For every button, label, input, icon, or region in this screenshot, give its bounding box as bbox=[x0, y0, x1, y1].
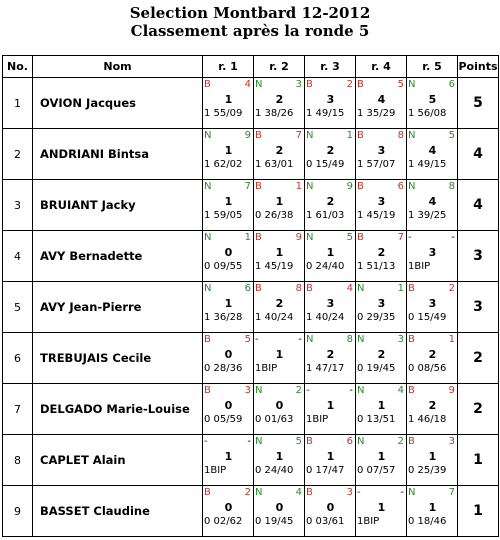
round-cell bbox=[254, 384, 305, 435]
header-r5: r. 5 bbox=[407, 56, 458, 78]
cumulative-score: 2 bbox=[377, 246, 386, 259]
opponent-number: 2 bbox=[448, 283, 455, 294]
round-cell bbox=[305, 333, 356, 384]
opponent-number: - bbox=[247, 436, 251, 447]
round-cell bbox=[254, 282, 305, 333]
color-indicator: B bbox=[204, 79, 211, 90]
color-indicator: - bbox=[306, 385, 310, 396]
round-cell bbox=[305, 435, 356, 486]
game-result: 1 55/09 bbox=[204, 108, 243, 119]
cumulative-score: 3 bbox=[428, 246, 437, 259]
game-result: 0 24/40 bbox=[255, 465, 294, 476]
color-indicator: N bbox=[357, 436, 365, 447]
color-indicator: B bbox=[204, 334, 211, 345]
opponent-number: 2 bbox=[244, 487, 251, 498]
cumulative-score: 1 bbox=[275, 246, 284, 259]
header-row bbox=[3, 56, 499, 78]
points-cell: 2 bbox=[458, 384, 499, 435]
cumulative-score: 0 bbox=[224, 246, 233, 259]
opponent-number: 8 bbox=[397, 130, 404, 141]
round-cell bbox=[305, 180, 356, 231]
round-cell bbox=[254, 78, 305, 129]
opponent-number: 2 bbox=[346, 79, 353, 90]
round-cell bbox=[203, 486, 254, 537]
cumulative-score: 4 bbox=[428, 144, 437, 157]
color-indicator: N bbox=[408, 487, 416, 498]
color-indicator: - bbox=[204, 436, 208, 447]
game-result: 1 62/02 bbox=[204, 159, 243, 170]
game-result: 0 02/62 bbox=[204, 516, 243, 527]
rank-cell: 7 bbox=[3, 384, 33, 435]
opponent-number: 9 bbox=[244, 130, 251, 141]
round-cell bbox=[203, 129, 254, 180]
opponent-number: 5 bbox=[448, 130, 455, 141]
table-row bbox=[3, 333, 499, 384]
game-result: 1 45/19 bbox=[255, 261, 294, 272]
game-result: 0 29/35 bbox=[357, 312, 396, 323]
opponent-number: 7 bbox=[397, 232, 404, 243]
game-result: 1BIP bbox=[357, 516, 380, 527]
cumulative-score: 0 bbox=[224, 348, 233, 361]
header-r3: r. 3 bbox=[305, 56, 356, 78]
opponent-number: 5 bbox=[295, 436, 302, 447]
points-cell: 1 bbox=[458, 435, 499, 486]
game-result: 1 45/19 bbox=[357, 210, 396, 221]
game-result: 1 38/26 bbox=[255, 108, 294, 119]
player-name: AVY Bernadette bbox=[33, 231, 203, 282]
color-indicator: N bbox=[408, 79, 416, 90]
points-cell: 3 bbox=[458, 282, 499, 333]
color-indicator: N bbox=[255, 436, 263, 447]
rank-cell: 6 bbox=[3, 333, 33, 384]
game-result: 1 61/03 bbox=[306, 210, 345, 221]
cumulative-score: 2 bbox=[377, 348, 386, 361]
opponent-number: 7 bbox=[295, 130, 302, 141]
points-cell: 4 bbox=[458, 180, 499, 231]
cumulative-score: 0 bbox=[224, 399, 233, 412]
table-row bbox=[3, 435, 499, 486]
cumulative-score: 2 bbox=[428, 348, 437, 361]
round-cell bbox=[203, 231, 254, 282]
color-indicator: B bbox=[408, 334, 415, 345]
opponent-number: 1 bbox=[346, 130, 353, 141]
cumulative-score: 4 bbox=[428, 195, 437, 208]
opponent-number: 7 bbox=[244, 181, 251, 192]
color-indicator: B bbox=[306, 283, 313, 294]
opponent-number: 4 bbox=[244, 79, 251, 90]
player-name: TREBUJAIS Cecile bbox=[33, 333, 203, 384]
rank-cell: 1 bbox=[3, 78, 33, 129]
round-cell bbox=[407, 282, 458, 333]
color-indicator: N bbox=[204, 181, 212, 192]
rank-cell: 9 bbox=[3, 486, 33, 537]
game-result: 1 40/24 bbox=[255, 312, 294, 323]
color-indicator: - bbox=[408, 232, 412, 243]
game-result: 1 49/15 bbox=[408, 159, 447, 170]
rank-cell: 5 bbox=[3, 282, 33, 333]
header-r1: r. 1 bbox=[203, 56, 254, 78]
cumulative-score: 1 bbox=[224, 450, 233, 463]
opponent-number: 3 bbox=[448, 436, 455, 447]
opponent-number: 6 bbox=[244, 283, 251, 294]
opponent-number: - bbox=[349, 385, 353, 396]
round-cell bbox=[203, 384, 254, 435]
game-result: 1 49/15 bbox=[306, 108, 345, 119]
game-result: 0 05/59 bbox=[204, 414, 243, 425]
round-cell bbox=[356, 486, 407, 537]
game-result: 1 46/18 bbox=[408, 414, 447, 425]
color-indicator: B bbox=[357, 130, 364, 141]
cumulative-score: 3 bbox=[377, 297, 386, 310]
opponent-number: 6 bbox=[346, 436, 353, 447]
table-row bbox=[3, 384, 499, 435]
table-row bbox=[3, 486, 499, 537]
cumulative-score: 1 bbox=[377, 399, 386, 412]
color-indicator: N bbox=[306, 130, 314, 141]
cumulative-score: 3 bbox=[377, 195, 386, 208]
game-result: 0 17/47 bbox=[306, 465, 345, 476]
color-indicator: N bbox=[408, 130, 416, 141]
game-result: 1 56/08 bbox=[408, 108, 447, 119]
round-cell bbox=[305, 78, 356, 129]
points-cell: 4 bbox=[458, 129, 499, 180]
game-result: 1 63/01 bbox=[255, 159, 294, 170]
round-cell bbox=[407, 129, 458, 180]
opponent-number: 3 bbox=[244, 385, 251, 396]
opponent-number: 6 bbox=[448, 79, 455, 90]
rank-cell: 4 bbox=[3, 231, 33, 282]
opponent-number: 4 bbox=[346, 283, 353, 294]
opponent-number: 5 bbox=[346, 232, 353, 243]
table-row bbox=[3, 180, 499, 231]
game-result: 1 40/24 bbox=[306, 312, 345, 323]
opponent-number: 3 bbox=[397, 334, 404, 345]
table-row bbox=[3, 231, 499, 282]
round-cell bbox=[203, 282, 254, 333]
color-indicator: N bbox=[204, 232, 212, 243]
round-cell bbox=[407, 180, 458, 231]
round-cell bbox=[356, 384, 407, 435]
cumulative-score: 0 bbox=[275, 501, 284, 514]
round-cell bbox=[407, 78, 458, 129]
rank-cell: 2 bbox=[3, 129, 33, 180]
game-result: 0 28/36 bbox=[204, 363, 243, 374]
game-result: 0 26/38 bbox=[255, 210, 294, 221]
round-cell bbox=[407, 435, 458, 486]
round-cell bbox=[356, 282, 407, 333]
opponent-number: 5 bbox=[244, 334, 251, 345]
game-result: 0 08/56 bbox=[408, 363, 447, 374]
player-name: DELGADO Marie-Louise bbox=[33, 384, 203, 435]
game-result: 0 03/61 bbox=[306, 516, 345, 527]
opponent-number: - bbox=[400, 487, 404, 498]
table-row bbox=[3, 282, 499, 333]
round-cell bbox=[407, 333, 458, 384]
cumulative-score: 3 bbox=[428, 297, 437, 310]
game-result: 1BIP bbox=[255, 363, 278, 374]
color-indicator: N bbox=[357, 283, 365, 294]
game-result: 1 47/17 bbox=[306, 363, 345, 374]
page-title: Selection Montbard 12-2012 bbox=[129, 4, 371, 22]
game-result: 1 59/05 bbox=[204, 210, 243, 221]
color-indicator: B bbox=[306, 436, 313, 447]
round-cell bbox=[356, 333, 407, 384]
color-indicator: B bbox=[408, 385, 415, 396]
cumulative-score: 0 bbox=[326, 501, 335, 514]
round-cell bbox=[305, 231, 356, 282]
game-result: 1 35/29 bbox=[357, 108, 396, 119]
cumulative-score: 1 bbox=[275, 195, 284, 208]
cumulative-score: 3 bbox=[326, 297, 335, 310]
color-indicator: N bbox=[255, 79, 263, 90]
round-cell bbox=[203, 78, 254, 129]
game-result: 0 25/39 bbox=[408, 465, 447, 476]
cumulative-score: 1 bbox=[326, 246, 335, 259]
game-result: 1 39/25 bbox=[408, 210, 447, 221]
points-cell: 2 bbox=[458, 333, 499, 384]
cumulative-score: 2 bbox=[326, 348, 335, 361]
color-indicator: B bbox=[306, 79, 313, 90]
opponent-number: 2 bbox=[295, 385, 302, 396]
color-indicator: B bbox=[255, 283, 262, 294]
header-no: No. bbox=[3, 56, 33, 78]
opponent-number: 8 bbox=[295, 283, 302, 294]
game-result: 0 24/40 bbox=[306, 261, 345, 272]
color-indicator: B bbox=[255, 130, 262, 141]
cumulative-score: 2 bbox=[326, 144, 335, 157]
opponent-number: 4 bbox=[295, 487, 302, 498]
cumulative-score: 1 bbox=[377, 501, 386, 514]
game-result: 0 09/55 bbox=[204, 261, 243, 272]
header-r2: r. 2 bbox=[254, 56, 305, 78]
cumulative-score: 1 bbox=[275, 450, 284, 463]
game-result: 1 57/07 bbox=[357, 159, 396, 170]
round-cell bbox=[203, 333, 254, 384]
cumulative-score: 1 bbox=[224, 93, 233, 106]
points-cell: 1 bbox=[458, 486, 499, 537]
game-result: 0 19/45 bbox=[357, 363, 396, 374]
round-cell bbox=[254, 129, 305, 180]
color-indicator: B bbox=[255, 232, 262, 243]
opponent-number: - bbox=[298, 334, 302, 345]
round-cell bbox=[254, 435, 305, 486]
color-indicator: B bbox=[408, 436, 415, 447]
round-cell bbox=[356, 129, 407, 180]
page-subtitle: Classement après la ronde 5 bbox=[130, 22, 370, 40]
points-cell: 3 bbox=[458, 231, 499, 282]
round-cell bbox=[356, 180, 407, 231]
color-indicator: N bbox=[306, 181, 314, 192]
round-cell bbox=[356, 78, 407, 129]
opponent-number: 1 bbox=[295, 181, 302, 192]
player-name: BASSET Claudine bbox=[33, 486, 203, 537]
game-result: 0 18/46 bbox=[408, 516, 447, 527]
color-indicator: B bbox=[204, 487, 211, 498]
round-cell bbox=[356, 435, 407, 486]
color-indicator: B bbox=[357, 181, 364, 192]
round-cell bbox=[305, 282, 356, 333]
cumulative-score: 0 bbox=[224, 501, 233, 514]
cumulative-score: 1 bbox=[428, 501, 437, 514]
header-points: Points bbox=[458, 56, 499, 78]
cumulative-score: 1 bbox=[326, 450, 335, 463]
game-result: 0 19/45 bbox=[255, 516, 294, 527]
round-cell bbox=[203, 180, 254, 231]
round-cell bbox=[305, 384, 356, 435]
round-cell bbox=[407, 231, 458, 282]
opponent-number: 8 bbox=[448, 181, 455, 192]
game-result: 1 51/13 bbox=[357, 261, 396, 272]
player-name: BRUIANT Jacky bbox=[33, 180, 203, 231]
game-result: 0 13/51 bbox=[357, 414, 396, 425]
opponent-number: 8 bbox=[346, 334, 353, 345]
opponent-number: 5 bbox=[397, 79, 404, 90]
color-indicator: B bbox=[204, 385, 211, 396]
round-cell bbox=[254, 333, 305, 384]
color-indicator: N bbox=[204, 130, 212, 141]
game-result: 1BIP bbox=[306, 414, 329, 425]
header-nom: Nom bbox=[33, 56, 203, 78]
color-indicator: N bbox=[357, 334, 365, 345]
game-result: 0 01/63 bbox=[255, 414, 294, 425]
color-indicator: B bbox=[306, 487, 313, 498]
round-cell bbox=[305, 129, 356, 180]
color-indicator: N bbox=[255, 487, 263, 498]
color-indicator: - bbox=[255, 334, 259, 345]
color-indicator: N bbox=[306, 232, 314, 243]
cumulative-score: 3 bbox=[326, 93, 335, 106]
standings-table bbox=[2, 55, 499, 537]
opponent-number: 3 bbox=[346, 487, 353, 498]
cumulative-score: 1 bbox=[377, 450, 386, 463]
opponent-number: 7 bbox=[448, 487, 455, 498]
color-indicator: N bbox=[408, 181, 416, 192]
color-indicator: N bbox=[306, 334, 314, 345]
table-row bbox=[3, 129, 499, 180]
color-indicator: N bbox=[357, 385, 365, 396]
player-name: OVION Jacques bbox=[33, 78, 203, 129]
opponent-number: 9 bbox=[346, 181, 353, 192]
round-cell bbox=[254, 486, 305, 537]
color-indicator: B bbox=[357, 79, 364, 90]
cumulative-score: 3 bbox=[377, 144, 386, 157]
game-result: 0 15/49 bbox=[306, 159, 345, 170]
round-cell bbox=[203, 435, 254, 486]
round-cell bbox=[305, 486, 356, 537]
cumulative-score: 1 bbox=[224, 144, 233, 157]
table-row bbox=[3, 78, 499, 129]
game-result: 1BIP bbox=[408, 261, 431, 272]
game-result: 0 15/49 bbox=[408, 312, 447, 323]
cumulative-score: 1 bbox=[224, 195, 233, 208]
round-cell bbox=[407, 384, 458, 435]
rank-cell: 8 bbox=[3, 435, 33, 486]
game-result: 0 07/57 bbox=[357, 465, 396, 476]
rank-cell: 3 bbox=[3, 180, 33, 231]
opponent-number: - bbox=[451, 232, 455, 243]
color-indicator: B bbox=[357, 232, 364, 243]
opponent-number: 2 bbox=[397, 436, 404, 447]
opponent-number: 1 bbox=[397, 283, 404, 294]
game-result: 1 36/28 bbox=[204, 312, 243, 323]
color-indicator: B bbox=[408, 283, 415, 294]
player-name: ANDRIANI Bintsa bbox=[33, 129, 203, 180]
opponent-number: 1 bbox=[448, 334, 455, 345]
cumulative-score: 2 bbox=[275, 93, 284, 106]
opponent-number: 9 bbox=[295, 232, 302, 243]
cumulative-score: 1 bbox=[224, 297, 233, 310]
opponent-number: 1 bbox=[244, 232, 251, 243]
color-indicator: - bbox=[357, 487, 361, 498]
round-cell bbox=[254, 180, 305, 231]
opponent-number: 3 bbox=[295, 79, 302, 90]
opponent-number: 9 bbox=[448, 385, 455, 396]
player-name: CAPLET Alain bbox=[33, 435, 203, 486]
game-result: 1BIP bbox=[204, 465, 227, 476]
cumulative-score: 5 bbox=[428, 93, 437, 106]
opponent-number: 6 bbox=[397, 181, 404, 192]
cumulative-score: 2 bbox=[428, 399, 437, 412]
round-cell bbox=[254, 231, 305, 282]
round-cell bbox=[407, 486, 458, 537]
cumulative-score: 2 bbox=[275, 144, 284, 157]
cumulative-score: 1 bbox=[326, 399, 335, 412]
header-r4: r. 4 bbox=[356, 56, 407, 78]
cumulative-score: 1 bbox=[275, 348, 284, 361]
points-cell: 5 bbox=[458, 78, 499, 129]
cumulative-score: 4 bbox=[377, 93, 386, 106]
cumulative-score: 0 bbox=[275, 399, 284, 412]
cumulative-score: 2 bbox=[326, 195, 335, 208]
color-indicator: N bbox=[255, 385, 263, 396]
opponent-number: 4 bbox=[397, 385, 404, 396]
cumulative-score: 1 bbox=[428, 450, 437, 463]
player-name: AVY Jean-Pierre bbox=[33, 282, 203, 333]
cumulative-score: 2 bbox=[275, 297, 284, 310]
color-indicator: N bbox=[204, 283, 212, 294]
round-cell bbox=[356, 231, 407, 282]
color-indicator: B bbox=[255, 181, 262, 192]
